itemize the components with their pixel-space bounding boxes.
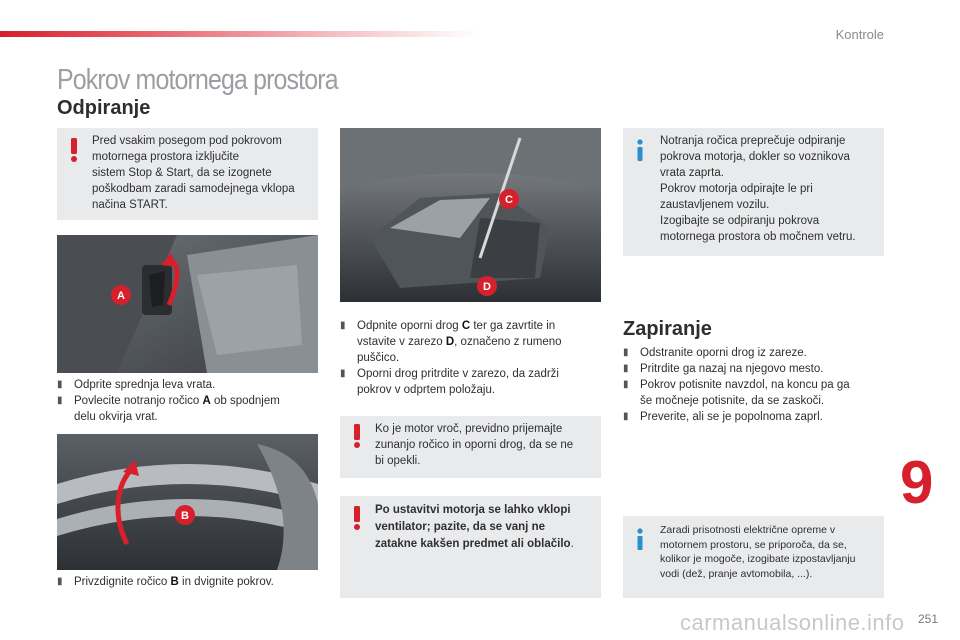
info2-line: motornem prostoru, se priporoča, da se, [660, 538, 847, 551]
list-item: ▮ Privzdignite ročico B in dvignite pokrov. [57, 576, 274, 588]
bullet-icon: ▮ [57, 576, 63, 587]
exclamation-icon [69, 138, 79, 162]
photo-engine-bay [340, 128, 601, 302]
watermark: carmanualsonline.info [680, 610, 905, 635]
bullet-icon: ▮ [57, 379, 63, 390]
warning1-line: Pred vsakim posegom pod pokrovom [92, 135, 282, 147]
warning1-line: poškodbam zaradi samodejnega vklopa [92, 183, 295, 195]
header-accent-bar [0, 31, 480, 37]
photo-interior-lever [57, 235, 318, 373]
photo-callout-c: C [505, 194, 513, 206]
info1-line: Pokrov motorja odpirajte le pri [660, 183, 813, 195]
warning2-line: bi opekli. [375, 455, 421, 467]
exclamation-icon [352, 424, 362, 448]
info-box-electrical [623, 516, 884, 598]
bullet-icon: ▮ [623, 363, 629, 374]
list-item: ▮ Pritrdite ga nazaj na njegovo mesto. [623, 363, 824, 375]
info-box-driver-door [623, 128, 884, 256]
warning1-line: načina START. [92, 199, 168, 211]
list-item: ▮ Povlecite notranjo ročico A ob spodnjem delu okvirja vrat. [57, 395, 280, 423]
steps-prop-rod [340, 318, 601, 398]
info1-line: vrata zaprta. [660, 167, 724, 179]
bullet-icon: ▮ [340, 320, 346, 331]
info2-line: Zaradi prisotnosti električne opreme v [660, 524, 836, 536]
bullet-icon: ▮ [623, 411, 629, 422]
warning3-line: ventilator; pazite, da se vanj ne [375, 521, 545, 533]
photo-callout-a: A [117, 290, 125, 302]
info-icon [635, 528, 645, 550]
bullet-icon: ▮ [340, 368, 346, 379]
steps-closing [623, 345, 884, 425]
heading-zapiranje: Zapiranje [623, 318, 712, 340]
list-item: ▮ Odprite sprednja leva vrata. [57, 379, 216, 391]
warning-box-fan: Po ustavitvi motorja se lahko vklopi ventilator; pazite, da se vanj ne zatakne kakšen predmet ali oblačilo. [340, 496, 601, 598]
steps-raise-bonnet [57, 574, 318, 590]
list-item: ▮ Oporni drog pritrdite v zarezo, da zadrži pokrov v odprtem položaju. [340, 368, 559, 396]
chapter-number: 9 [900, 449, 934, 516]
warning-box-stop-start [57, 128, 318, 220]
photo-grille-lever [57, 434, 318, 570]
page-number: 251 [917, 612, 938, 626]
photo-callout-d: D [483, 281, 491, 293]
info2-line: kolikor je mogoče, izogibate izpostavljanju [660, 553, 856, 565]
steps-open-door [57, 377, 318, 425]
bullet-icon: ▮ [623, 379, 629, 390]
warning-box-hot-engine [340, 416, 601, 478]
warning2-line: zunanjo ročico in oporni drog, da se ne [375, 439, 574, 451]
exclamation-icon [352, 506, 362, 530]
list-item: ▮ Pokrov potisnite navzdol, na koncu pa ga še močneje potisnite, da se zaskoči. [623, 379, 850, 407]
list-item: ▮ Odstranite oporni drog iz zareze. [623, 347, 807, 359]
bullet-icon: ▮ [623, 347, 629, 358]
info1-line: Izogibajte se odpiranju pokrova [660, 215, 820, 227]
info-icon [635, 139, 645, 161]
warning1-line: motornega prostora izključite [92, 151, 240, 163]
page-title: Pokrov motornega prostora [57, 64, 338, 96]
photo-callout-b: B [181, 510, 189, 522]
warning3-line: Po ustavitvi motorja se lahko vklopi [375, 504, 571, 516]
info2-line: vodi (dež, pranje avtomobila, ...). [660, 567, 813, 580]
warning1-line: sistem Stop & Start, da se izognete [92, 167, 272, 179]
section-label: Kontrole [835, 27, 884, 42]
info1-line: motornega prostora ob močnem vetru. [660, 231, 856, 243]
info1-line: Notranja ročica preprečuje odpiranje [660, 135, 846, 147]
info1-line: pokrova motorja, dokler so voznikova [660, 151, 850, 163]
heading-odpiranje: Odpiranje [57, 97, 151, 119]
info1-line: zaustavljenem vozilu. [660, 199, 770, 211]
bullet-icon: ▮ [57, 395, 63, 406]
warning2-line: Ko je motor vroč, previdno prijemajte [375, 423, 563, 435]
list-item: ▮ Preverite, ali se je popolnoma zaprl. [623, 411, 823, 423]
warning3-line: zatakne kakšen predmet ali oblačilo [375, 538, 571, 550]
list-item: ▮ Odpnite oporni drog C ter ga zavrtite in vstavite v zarezo D, označeno z rumeno puščico. [340, 320, 562, 364]
